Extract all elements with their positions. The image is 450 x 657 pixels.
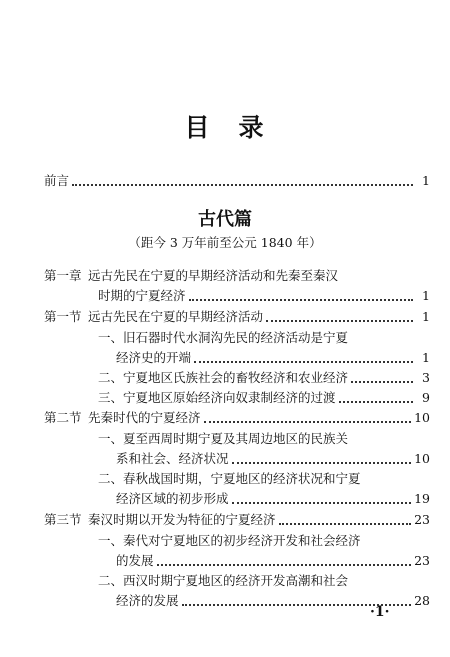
toc-entry-subsection[interactable] bbox=[98, 369, 430, 387]
leader-dots bbox=[204, 421, 412, 423]
part-title: 古代篇 bbox=[198, 209, 252, 230]
part-subtitle: （距今 3 万年前至公元 1840 年） bbox=[128, 235, 322, 250]
toc-title bbox=[0, 108, 450, 144]
toc-entry-subsection[interactable] bbox=[98, 430, 430, 448]
toc-entry-page: 19 bbox=[414, 491, 430, 506]
leader-dots bbox=[232, 462, 412, 464]
subsection-title-line2: 系和社会、经济状况 bbox=[116, 451, 229, 466]
subsection-title-line1: 二、西汉时期宁夏地区的经济开发高潮和社会 bbox=[98, 573, 349, 588]
leader-dots bbox=[194, 361, 413, 363]
toc-entry-page: 1 bbox=[422, 173, 430, 188]
toc-entry-page: 3 bbox=[422, 370, 430, 385]
toc-entry-label: 前言 bbox=[44, 173, 70, 188]
toc-entry-section[interactable] bbox=[44, 409, 430, 427]
toc-entry-page: 1 bbox=[422, 350, 430, 365]
toc-title-text: 目 录 bbox=[184, 113, 266, 142]
leader-dots bbox=[157, 564, 412, 566]
toc-entry-page: 1 bbox=[422, 309, 430, 324]
leader-dots bbox=[339, 401, 413, 403]
section-title: 先秦时代的宁夏经济 bbox=[88, 410, 201, 425]
leader-dots bbox=[266, 320, 413, 322]
leader-dots bbox=[72, 184, 413, 186]
subsection-title-line2: 的发展 bbox=[116, 553, 154, 568]
subsection-title: 二、宁夏地区氏族社会的畜牧经济和农业经济 bbox=[98, 370, 349, 385]
leader-dots bbox=[351, 381, 413, 383]
toc-entry-page: 1 bbox=[422, 288, 430, 303]
toc-entry-page: 28 bbox=[414, 593, 430, 608]
toc-entry-section[interactable] bbox=[44, 511, 430, 529]
toc-entry-subsection[interactable] bbox=[98, 389, 430, 407]
subsection-title-line1: 一、秦代对宁夏地区的初步经济开发和社会经济 bbox=[98, 533, 361, 548]
subsection-title-line1: 一、旧石器时代水洞沟先民的经济活动是宁夏 bbox=[98, 330, 349, 345]
section-label: 第一节 bbox=[44, 309, 82, 324]
toc-entry-subsection-cont[interactable] bbox=[116, 450, 430, 468]
toc-entry-section[interactable] bbox=[44, 308, 430, 326]
section-title: 秦汉时期以开发为特征的宁夏经济 bbox=[88, 512, 276, 527]
toc-entry-subsection-cont[interactable] bbox=[116, 490, 430, 508]
toc-entry-page: 9 bbox=[422, 390, 430, 405]
chapter-title-line2: 时期的宁夏经济 bbox=[98, 288, 186, 303]
subsection-title-line1: 一、夏至西周时期宁夏及其周边地区的民族关 bbox=[98, 431, 349, 446]
page-number: ·1· bbox=[370, 604, 390, 620]
subsection-title-line2: 经济的发展 bbox=[116, 593, 179, 608]
section-label: 第三节 bbox=[44, 512, 82, 527]
section-label: 第二节 bbox=[44, 410, 82, 425]
toc-entry-chapter-cont[interactable] bbox=[98, 287, 430, 305]
toc-entry-subsection[interactable] bbox=[98, 329, 430, 347]
toc-entry-subsection[interactable] bbox=[98, 572, 430, 590]
subsection-title-line1: 二、春秋战国时期，宁夏地区的经济状况和宁夏 bbox=[98, 471, 361, 486]
toc-entry-chapter[interactable] bbox=[44, 267, 430, 285]
toc-entry-subsection[interactable] bbox=[98, 532, 430, 550]
subsection-title: 三、宁夏地区原始经济向奴隶制经济的过渡 bbox=[98, 390, 336, 405]
subsection-title-line2: 经济史的开端 bbox=[116, 350, 192, 365]
toc-entry-subsection-cont[interactable] bbox=[116, 552, 430, 570]
leader-dots bbox=[189, 299, 413, 301]
leader-dots bbox=[232, 502, 412, 504]
toc-entry-page: 23 bbox=[414, 512, 430, 527]
leader-dots bbox=[279, 523, 412, 525]
toc-entry-page: 10 bbox=[414, 410, 430, 425]
chapter-title-line1: 远古先民在宁夏的早期经济活动和先秦至秦汉 bbox=[88, 268, 339, 283]
toc-entry-subsection-cont[interactable] bbox=[116, 349, 430, 367]
toc-entry-preface[interactable] bbox=[44, 172, 430, 190]
chapter-label: 第一章 bbox=[44, 268, 82, 283]
toc-entry-page: 10 bbox=[414, 451, 430, 466]
toc-entry-page: 23 bbox=[414, 553, 430, 568]
section-title: 远古先民在宁夏的早期经济活动 bbox=[88, 309, 264, 324]
subsection-title-line2: 经济区域的初步形成 bbox=[116, 491, 229, 506]
toc-entry-subsection[interactable] bbox=[98, 470, 430, 488]
